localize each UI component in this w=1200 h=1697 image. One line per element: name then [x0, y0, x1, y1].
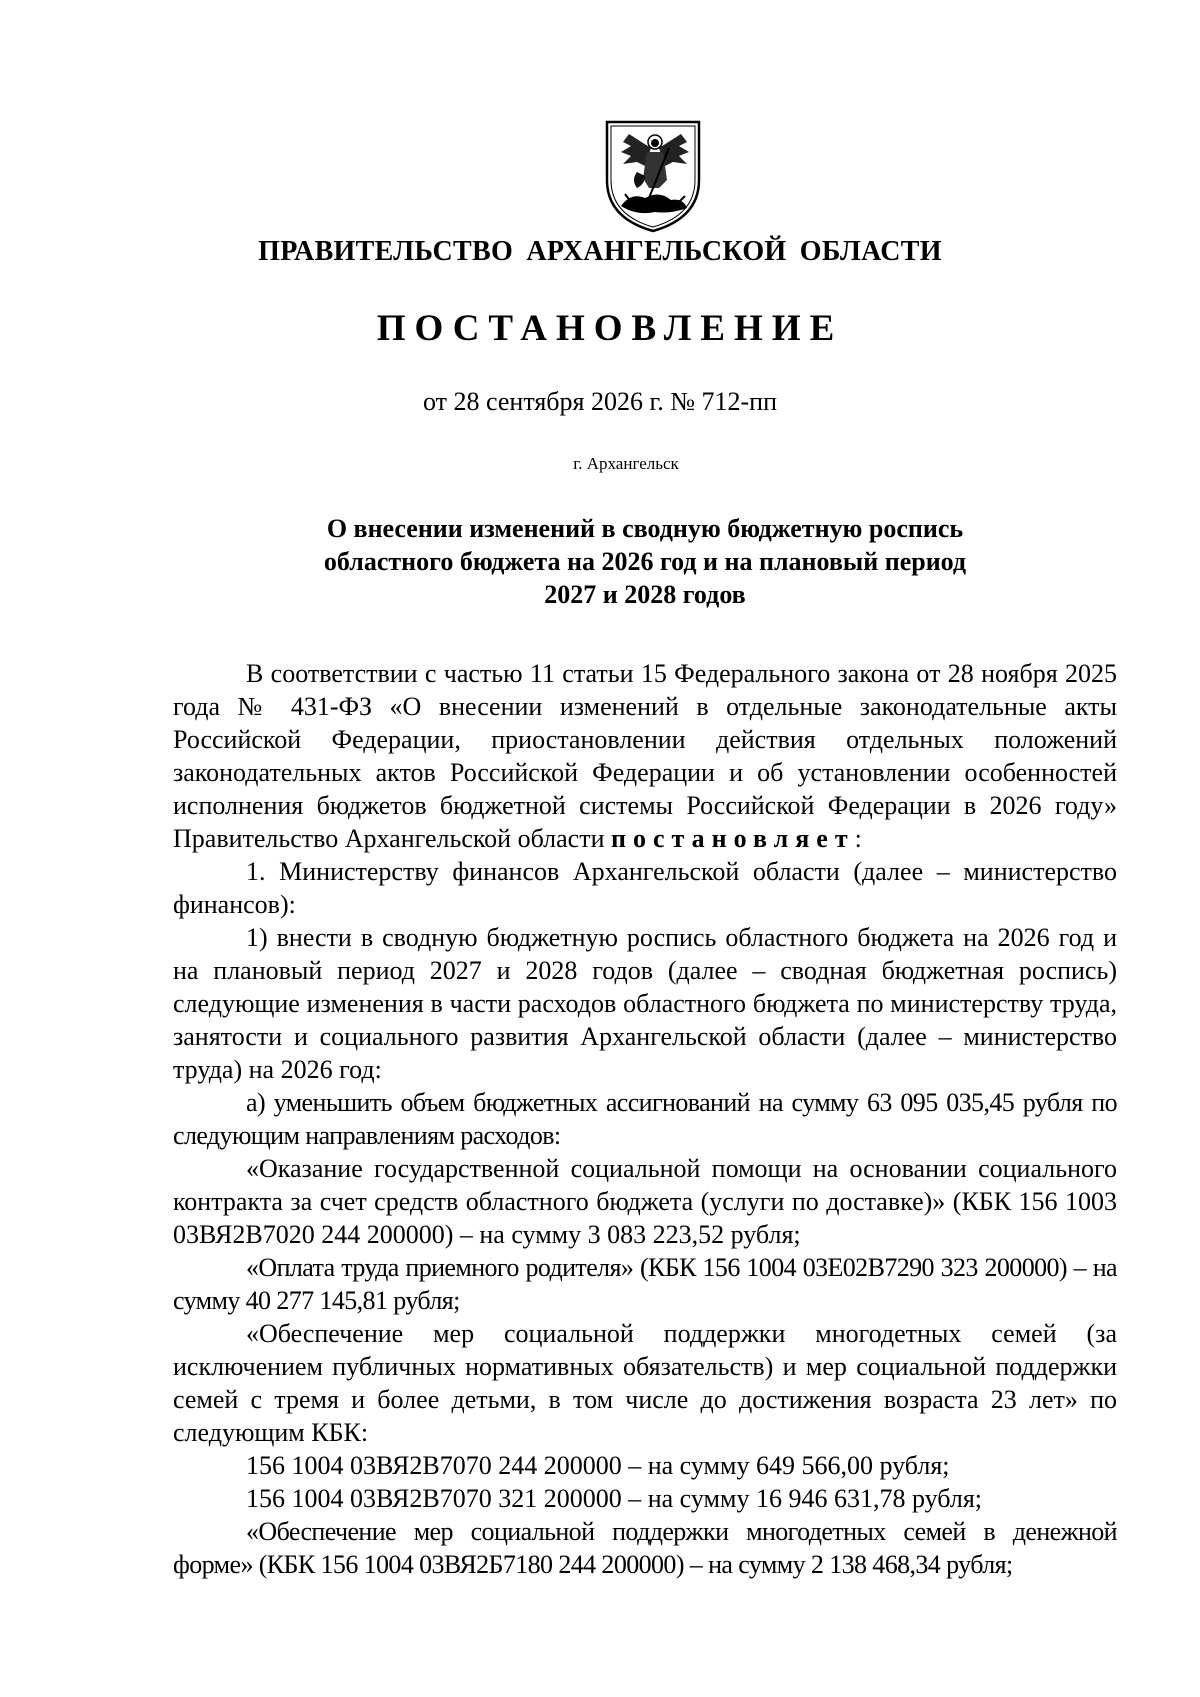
arkhangelsk-coat-of-arms-icon — [601, 118, 705, 234]
document-body — [173, 657, 1117, 1581]
document-subject — [200, 512, 1090, 611]
expense-line: «Обеспечение мер социальной поддержки многодетных семей (за исключением публичных нормативных обязательств) и мер социальной поддержки семей с тремя и более детьми, в том числе до достижения возраста 23 лет» по следующим КБК: — [173, 1319, 1117, 1447]
paragraph-item-a: а) уменьшить объем бюджетных ассигнований на сумму 63 095 035,45 рубля по следующим направлениям расходов: — [173, 1088, 1117, 1150]
preamble-end: : — [854, 824, 862, 853]
paragraph-item-1-1: 1) внести в сводную бюджетную роспись областного бюджета на 2026 год и на плановый период 2027 и 2028 годов (далее – сводная бюджетная роспись) следующие изменения в части расходов областного бюджета по министерству труда, занятости и социального развития Архангельской области (далее – министерство труда) на 2026 год: — [173, 923, 1117, 1084]
preamble-text: В соответствии с частью 11 статьи 15 Федерального закона от 28 ноября 2025 года № 431-ФЗ «О внесении изменений в отдельные законодательные акты Российской Федерации, приостановлении действия отдельных положений законодательных актов Российской Федерации и об установлении особенностей исполнения бюджетов бюджетной системы Российской Федерации в 2026 году» Правительство Архангельской области — [173, 659, 1117, 853]
kbk-line: 156 1004 03ВЯ2В7070 321 200000 – на сумму 16 946 631,78 рубля; — [246, 1484, 982, 1513]
document-city: г. Архангельск — [573, 454, 679, 473]
subject-line: О внесении изменений в сводную бюджетную роспись — [326, 514, 964, 543]
document-date-number: от 28 сентября 2026 г. № 712-пп — [422, 387, 778, 416]
expense-line: «Оплата труда приемного родителя» (КБК 156 1004 03Е02В7290 323 200000) – на сумму 40 277 145,81 рубля; — [173, 1253, 1117, 1315]
paragraph-item-1: 1. Министерству финансов Архангельской области (далее – министерство финансов): — [173, 857, 1117, 919]
resolves-verb: постановляет — [611, 824, 855, 853]
kbk-line: 156 1004 03ВЯ2В7070 244 200000 – на сумму 649 566,00 рубля; — [246, 1451, 950, 1480]
government-name: ПРАВИТЕЛЬСТВО АРХАНГЕЛЬСКОЙ ОБЛАСТИ — [258, 236, 942, 267]
document-type: ПОСТАНОВЛЕНИЕ — [376, 308, 844, 349]
subject-line: 2027 и 2028 годов — [544, 580, 746, 609]
subject-line: областного бюджета на 2026 год и на плановый период — [323, 547, 967, 576]
expense-line: «Оказание государственной социальной помощи на основании социального контракта за счет средств областного бюджета (услуги по доставке)» (КБК 156 1003 03ВЯ2В7020 244 200000) – на сумму 3 083 223,52 рубля; — [173, 1154, 1117, 1249]
expense-line: «Обеспечение мер социальной поддержки многодетных семей в денежной форме» (КБК 156 1004 03ВЯ2Б7180 244 200000) – на сумму 2 138 468,34 рубля; — [173, 1517, 1117, 1579]
preamble-paragraph — [173, 657, 1117, 855]
